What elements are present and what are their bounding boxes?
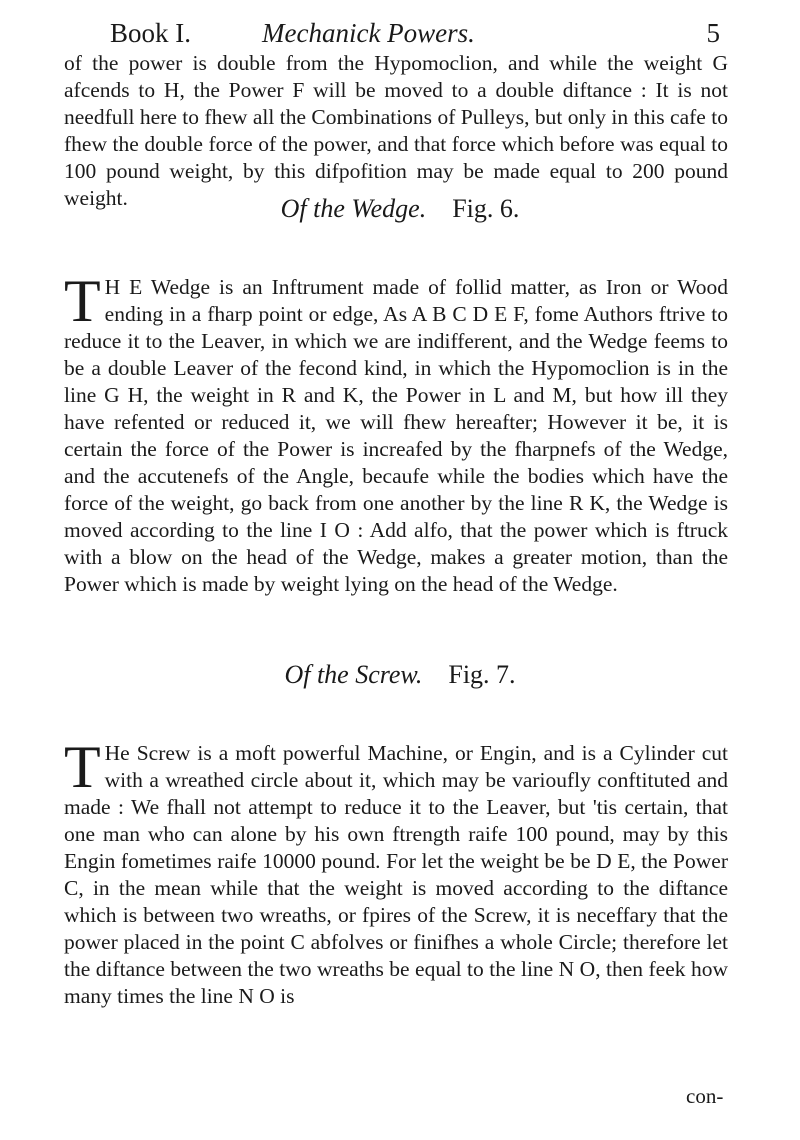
paragraph-text: H E Wedge is an Inftrument made of follid matter, as Iron or Wood ending in a fharp point or edge, As A B C D E F, fome Authors ftrive to reduce it to the Leaver, in which we are indifferent, and the Wedge feems to be a double Leaver of the fecond kind, in which the Hypomoclion is in the line G H, the weight in R and K, the Power in L and M, but how ill they have refented or reduced it, we will fhew hereafter; However it be, it is certain the force of the Power is increafed by the fharpnefs of the Wedge, and the accutenefs of the Angle, becaufe while the bodies which have the force of the weight, go back from one another by the line R K, the Wedge is moved according to the line I O : Add alfo, that the power which is ftruck with a blow on the head of the Wedge, makes a greater motion, than the Power which is made by weight lying on the head of the Wedge. (64, 275, 728, 596)
drop-cap: T (64, 268, 101, 334)
figure-reference: Fig. 6. (452, 194, 520, 223)
running-title: Mechanick Powers. (262, 18, 475, 48)
running-head (110, 16, 720, 50)
section-heading-wedge (0, 194, 800, 224)
page-number: 5 (706, 18, 720, 48)
heading-title: Of the Wedge. (280, 194, 427, 223)
heading-title: Of the Screw. (284, 660, 423, 689)
section-heading-screw (0, 660, 800, 690)
catchword: con- (686, 1084, 724, 1108)
book-number: Book I. (110, 18, 191, 48)
paragraph-screw (64, 734, 728, 1010)
paragraph-pulleys-continued: of the power is double from the Hypomoclion, and while the weight G afcends to H, the Power F will be moved to a double diftance : It is not needfull here to fhew all the Combinations of Pulleys, but only in this cafe to fhew the double force of the power, and that force which before was equal to 100 pound weight, by this difpofition may be made equal to 200 pound weight. (64, 51, 728, 210)
paragraph-text: He Screw is a moft powerful Machine, or Engin, and is a Cylinder cut with a wreathed circle about it, which may be varioufly conftituted and made : We fhall not attempt to reduce it to the Leaver, but 'tis certain, that one man who can alone by his own ftrength raife 100 pound, may by this Engin fometimes raife 10000 pound. For let the weight be be D E, the Power C, in the mean while that the weight is moved according to the diftance which is between two wreaths, or fpires of the Screw, it is neceffary that the power placed in the point C abfolves or finifhes a whole Circle; therefore let the diftance between the two wreaths be equal to the line N O, then feek how many times the line N O is (64, 741, 728, 1008)
paragraph-wedge (64, 268, 728, 598)
figure-reference: Fig. 7. (448, 660, 516, 689)
drop-cap: T (64, 734, 101, 800)
